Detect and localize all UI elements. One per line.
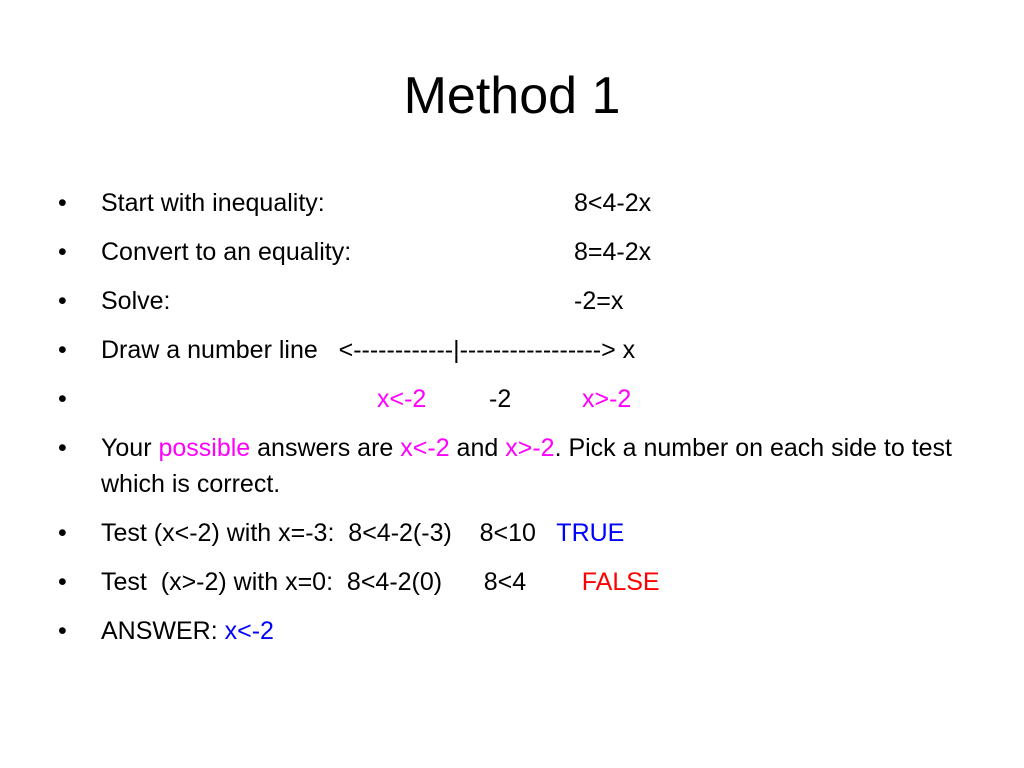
number-line-text: Draw a number line <------------|-----------------> x: [101, 336, 636, 364]
test-result-true: TRUE: [556, 519, 625, 547]
highlight-right-region: x>-2: [505, 434, 555, 462]
text: and: [449, 434, 506, 462]
highlight-left-region: x<-2: [400, 434, 450, 462]
bullet-label: Start with inequality:: [101, 189, 325, 217]
bullet-number-line-labels: [58, 381, 958, 417]
bullet-start-inequality: [58, 185, 958, 221]
highlight-possible: possible: [158, 434, 251, 462]
bullet-label: Solve:: [101, 287, 171, 315]
bullet-test-left: [58, 515, 958, 551]
text: Your: [101, 434, 159, 462]
bullet-value: -2=x: [574, 287, 624, 315]
label-left-region: • x<-2: [377, 385, 427, 413]
text: . Pick a number on each side to test which is correct.: [101, 434, 952, 498]
test-text: Test (x<-2) with x=-3: 8<4-2(-3) 8<10: [101, 519, 557, 547]
bullet-possible-answers: [58, 430, 958, 502]
bullet-value: 8<4-2x: [574, 189, 652, 217]
answer-label: ANSWER:: [101, 617, 225, 645]
test-result-false: FALSE: [581, 568, 660, 596]
answer-value: x<-2: [224, 617, 274, 645]
bullet-solve: [58, 283, 958, 319]
label-boundary: -2: [489, 385, 512, 413]
label-right-region: x>-2: [582, 385, 632, 413]
bullet-test-right: [58, 564, 958, 600]
test-text: Test (x>-2) with x=0: 8<4-2(0) 8<4: [101, 568, 582, 596]
bullet-number-line: [58, 332, 958, 368]
bullet-convert-equality: [58, 234, 958, 270]
number-line-labels: [101, 381, 958, 417]
slide-title: Method 1: [403, 67, 621, 125]
bullet-value: 8=4-2x: [574, 238, 652, 266]
bullet-answer: [58, 613, 958, 649]
bullet-label: Convert to an equality:: [101, 238, 352, 266]
bullet-list: [58, 185, 958, 662]
text: answers are: [250, 434, 401, 462]
